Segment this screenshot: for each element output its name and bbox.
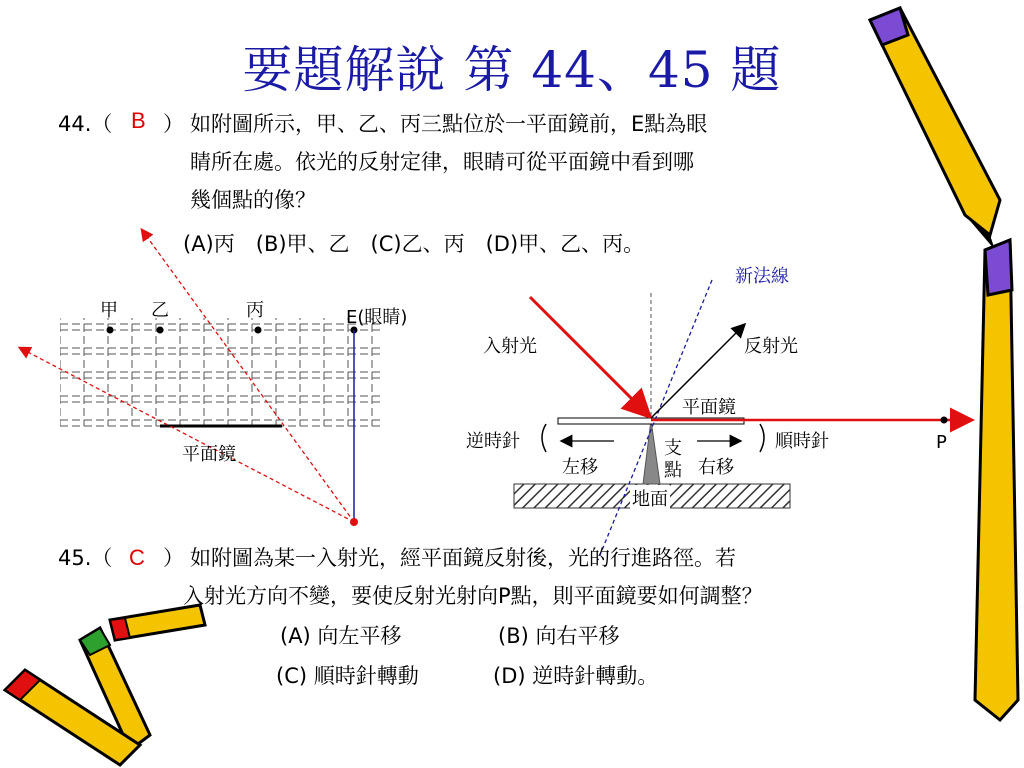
q44-line3: 幾個點的像？ [190,188,316,212]
point-yi [157,327,164,334]
point-jia [107,327,114,334]
label-ground: 地面 [630,485,670,511]
label-right-move: 右移 [698,457,734,478]
ccw-bracket [542,424,546,452]
incident-ray [530,297,648,415]
q45-option-c: (C) 順時針轉動 [276,664,419,688]
q44-options: (A)丙 (B)甲、乙 (C)乙、丙 (D)甲、乙、丙。 [183,232,645,256]
q44-line2: 睛所在處。依光的反射定律，眼睛可從平面鏡中看到哪 [190,150,694,174]
q44-line1: 如附圖所示，甲、乙、丙三點位於一平面鏡前，E點為眼 [190,112,708,136]
label-pivot-1: 支 [664,438,682,459]
pencil-icon-top-right [870,8,1000,250]
q45-line2: 入射光方向不變，要使反射光射向P點，則平面鏡要如何調整？ [183,584,763,608]
label-jia: 甲 [100,300,118,321]
label-ccw: 逆時針 [466,431,520,452]
label-pivot-2: 點 [664,460,682,481]
q45-number: 45.（ [58,546,113,570]
page-title: 要題解說 第 44、45 題 [242,41,782,99]
label-new-normal: 新法線 [735,266,789,287]
pencil-icon-right [975,240,1018,720]
label-mirror-45: 平面鏡 [682,397,736,418]
point-p [941,417,948,424]
q45-option-a: (A) 向左平移 [280,624,402,648]
q45-option-d: (D) 逆時針轉動。 [493,664,659,688]
q44-close: ） [163,112,184,136]
q45-option-b: (B) 向右平移 [498,624,620,648]
cw-bracket [760,424,764,452]
q45-close: ） [163,546,184,570]
label-yi: 乙 [151,300,169,321]
q45-line1: 如附圖為某一入射光，經平面鏡反射後，光的行進路徑。若 [190,546,736,570]
q45-answer: C [129,545,145,570]
pencil-icon-bottom-left [5,605,205,765]
q44-answer: B [131,108,146,133]
label-bing: 丙 [246,300,264,321]
label-cw: 順時針 [775,431,829,452]
q44-number: 44.（ [58,112,113,136]
label-p: P [936,432,947,453]
point-bing [255,327,262,334]
label-mirror-44: 平面鏡 [182,444,236,465]
label-eye: E(眼睛) [346,307,408,328]
grid-background [60,318,382,426]
label-reflected: 反射光 [744,336,798,357]
label-incident: 入射光 [483,336,537,357]
label-left-move: 左移 [562,457,598,478]
